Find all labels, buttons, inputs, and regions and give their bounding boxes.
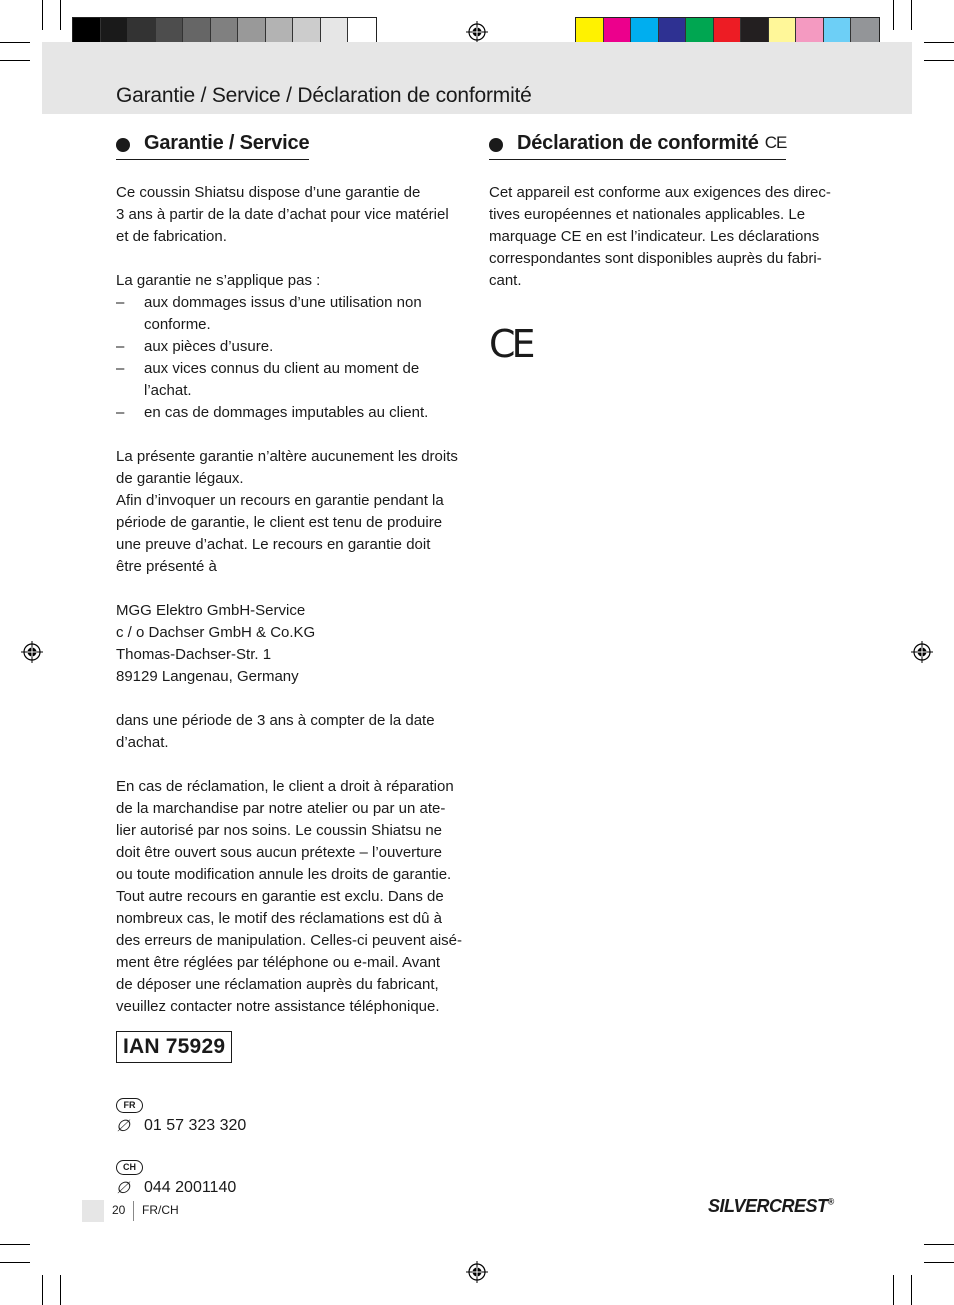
phone-row-fr [116, 1115, 468, 1137]
ce-mark-icon: CE [764, 133, 787, 152]
text-line: période de garantie, le client est tenu de produire [116, 514, 443, 531]
registration-mark-left [21, 641, 43, 663]
address-line: Thomas-Dachser-Str. 1 [116, 646, 272, 663]
list-item [116, 358, 468, 402]
conformity-paragraph [489, 182, 845, 292]
list-item [116, 402, 468, 424]
brand-logo [708, 1196, 834, 1218]
text-line: Cet appareil est conforme aux exigences des direc- [489, 184, 831, 201]
list-item [116, 336, 468, 358]
text-line: des erreurs de manipulation. Celles-ci peuvent aisé- [116, 932, 463, 949]
text-line: – aux pièces d’usure. [144, 338, 274, 355]
phone-number: 044 2001140 [144, 1179, 237, 1196]
text-line: ment être réglées par téléphone ou e-mail. Avant [116, 954, 441, 971]
registration-mark-top [466, 21, 488, 43]
address-line: c / o Dachser GmbH & Co.KG [116, 624, 316, 641]
text-line: nombreux cas, le motif des réclamations est dû à [116, 910, 442, 927]
bullet-icon [116, 138, 130, 152]
text-line: marquage CE en est l’indicateur. Les déclarations [489, 228, 820, 245]
deadline-paragraph [116, 710, 468, 754]
exclusions-intro: La garantie ne s’applique pas : [116, 272, 321, 289]
ian-number-box: IAN 75929 [116, 1031, 232, 1063]
text-line: La présente garantie n’altère aucunement les droits [116, 448, 458, 465]
text-line: veuillez contacter notre assistance téléphonique. [116, 998, 440, 1015]
warranty-heading-text: Garantie / Service [144, 131, 310, 154]
phone-icon: ∅ [116, 1180, 130, 1197]
conformity-column [489, 130, 845, 366]
text-line: Ce coussin Shiatsu dispose d’une garantie de [116, 184, 421, 201]
brand-logo-part: SILVER [708, 1196, 770, 1216]
service-address [116, 600, 468, 688]
country-badge-fr: FR [116, 1098, 143, 1113]
list-item [116, 292, 468, 336]
phone-icon: ∅ [116, 1118, 130, 1135]
text-line: de garantie légaux. [116, 470, 244, 487]
page-title: Garantie / Service / Déclaration de conformité [116, 84, 532, 107]
warranty-intro [116, 182, 468, 248]
text-line: une preuve d’achat. Le recours en garantie doit [116, 536, 431, 553]
text-line: tives européennes et nationales applicables. Le [489, 206, 806, 223]
warranty-column [116, 130, 468, 1199]
text-line: de la marchandise par notre atelier ou par un ate- [116, 800, 446, 817]
text-line: lier autorisé par nos soins. Le coussin Shiatsu ne [116, 822, 443, 839]
country-badge-ch: CH [116, 1160, 143, 1175]
address-line: 89129 Langenau, Germany [116, 668, 299, 685]
brand-logo-part: CREST [769, 1196, 828, 1216]
text-line: l’achat. [144, 382, 192, 399]
text-line: – aux vices connus du client au moment de [144, 360, 420, 377]
text-line: cant. [489, 272, 522, 289]
text-line: correspondantes sont disponibles auprès du fabri- [489, 250, 822, 267]
text-line: et de fabrication. [116, 228, 227, 245]
claims-paragraph [116, 776, 468, 1018]
text-line: d’achat. [116, 734, 169, 751]
ce-mark-logo: CE [489, 322, 532, 366]
text-line: Afin d’invoquer un recours en garantie pendant la [116, 492, 444, 509]
text-line: En cas de réclamation, le client a droit à réparation [116, 778, 454, 795]
text-line: Tout autre recours en garantie est exclu. Dans de [116, 888, 444, 905]
text-line: dans une période de 3 ans à compter de la date [116, 712, 435, 729]
registered-mark: ® [827, 1196, 834, 1207]
phone-row-ch [116, 1177, 468, 1199]
text-line: conforme. [144, 316, 211, 333]
exclusions-list [116, 292, 468, 424]
page-number: 20 [112, 1203, 126, 1217]
footer-page-box [82, 1200, 104, 1222]
text-line: ou toute modification annule les droits de garantie. [116, 866, 452, 883]
conformity-heading [489, 130, 786, 160]
registration-mark-right [911, 641, 933, 663]
text-line: – aux dommages issus d’une utilisation non [144, 294, 422, 311]
text-line: 3 ans à partir de la date d’achat pour vice matériel [116, 206, 449, 223]
address-line: MGG Elektro GmbH-Service [116, 602, 306, 619]
text-line: être présenté à [116, 558, 217, 575]
registration-mark-bottom [466, 1261, 488, 1283]
phone-number: 01 57 323 320 [144, 1117, 247, 1134]
language-code: FR/CH [142, 1203, 179, 1217]
text-line: – en cas de dommages imputables au client. [144, 404, 429, 421]
bullet-icon [489, 138, 503, 152]
footer-divider [133, 1201, 134, 1221]
warranty-heading [116, 130, 309, 160]
text-line: doit être ouvert sous aucun prétexte – l’ouverture [116, 844, 443, 861]
legal-rights-paragraph [116, 446, 468, 578]
conformity-heading-text: Déclaration de conformité [517, 131, 759, 154]
text-line: de déposer une réclamation auprès du fabricant, [116, 976, 439, 993]
